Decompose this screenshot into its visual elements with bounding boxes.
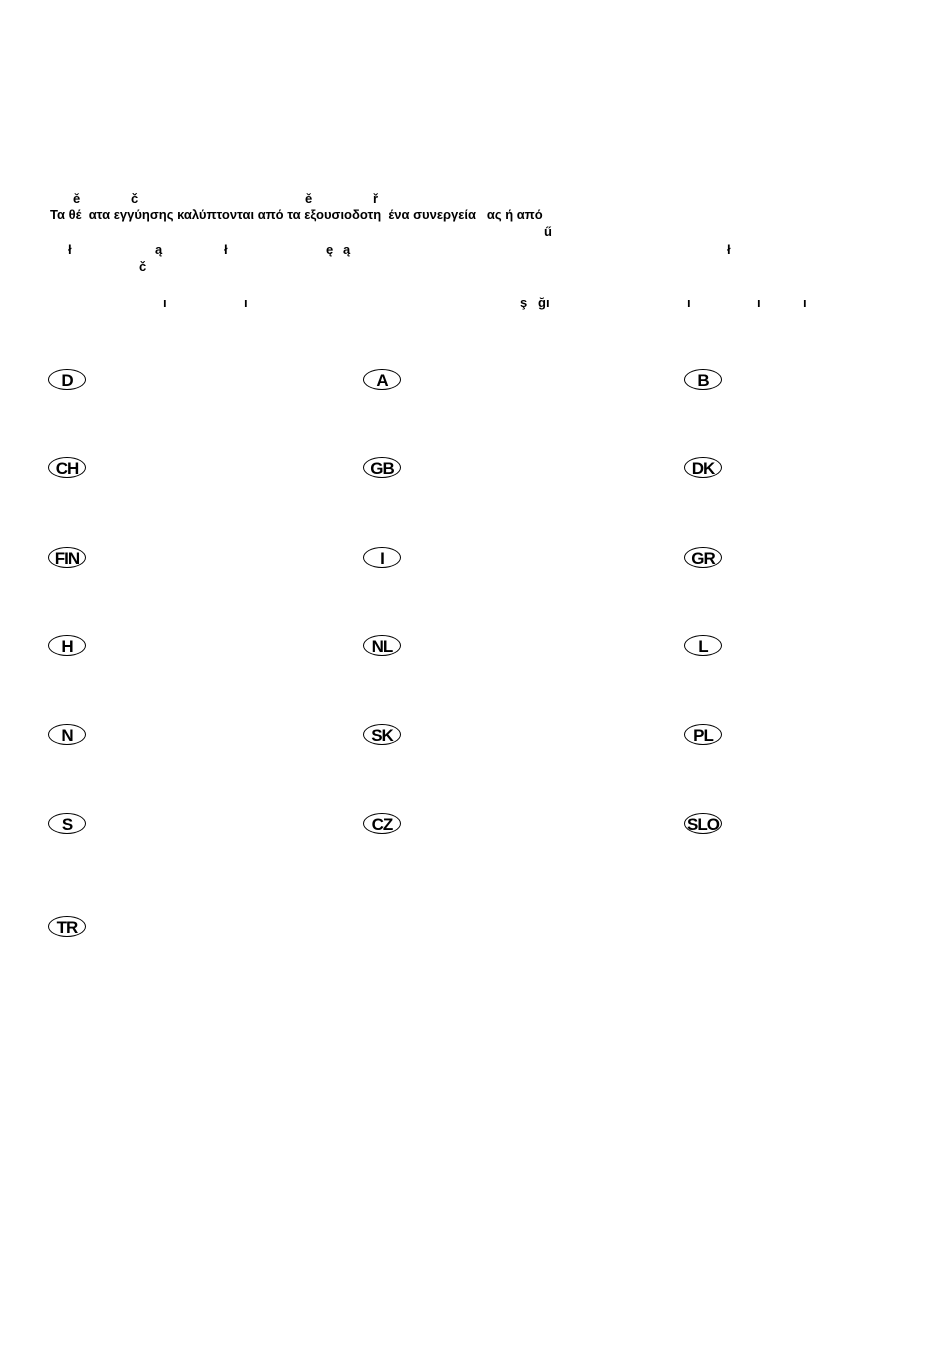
greek-warranty-text: Τα θέ ατα εγγύησης καλύπτονται από τα εξουσιοδοτη ένα συνεργεία ας ή από [50, 207, 543, 222]
country-code: B [697, 370, 709, 390]
text-fragment: ą [343, 242, 351, 257]
country-code: FIN [54, 548, 80, 568]
country-badge-l [684, 635, 722, 656]
country-code: D [61, 370, 73, 390]
country-code: N [61, 725, 73, 745]
text-fragment: č [139, 259, 147, 274]
country-badge-dk [684, 457, 722, 478]
country-code: PL [693, 725, 713, 745]
country-badge-slo [684, 813, 722, 834]
text-fragment: ą [155, 242, 163, 257]
country-code: TR [56, 917, 78, 937]
text-fragment: ł [68, 242, 72, 257]
country-code: H [61, 636, 73, 656]
country-code: CZ [371, 814, 393, 834]
country-badge-d [48, 369, 86, 390]
country-badge-h [48, 635, 86, 656]
country-badge-nl [363, 635, 401, 656]
text-fragment: ı [244, 295, 248, 310]
text-fragment: ı [687, 295, 691, 310]
text-fragment: ı [803, 295, 807, 310]
country-code: GR [691, 548, 715, 568]
country-code: CH [55, 458, 79, 478]
country-code: GB [370, 458, 394, 478]
text-fragment: ł [727, 242, 731, 257]
text-fragment: ı [163, 295, 167, 310]
text-fragment: ě [305, 191, 313, 206]
country-badge-n [48, 724, 86, 745]
country-badge-fin [48, 547, 86, 568]
text-fragment: ł [224, 242, 228, 257]
text-fragment: ş [520, 295, 528, 310]
country-badge-i [363, 547, 401, 568]
country-badge-s [48, 813, 86, 834]
text-fragment: ű [544, 224, 552, 239]
country-badge-a [363, 369, 401, 390]
country-code: I [380, 548, 384, 568]
country-code: SK [371, 725, 393, 745]
country-badge-ch [48, 457, 86, 478]
text-fragment: č [131, 191, 139, 206]
country-badge-sk [363, 724, 401, 745]
country-badge-gb [363, 457, 401, 478]
country-badge-cz [363, 813, 401, 834]
country-code: SLO [687, 814, 719, 834]
country-badge-gr [684, 547, 722, 568]
country-code: NL [371, 636, 393, 656]
country-badge-tr [48, 916, 86, 937]
text-fragment: ř [373, 191, 379, 206]
text-fragment: ę [326, 242, 334, 257]
country-code: S [61, 814, 73, 834]
country-code: L [698, 636, 708, 656]
country-badge-pl [684, 724, 722, 745]
country-badge-b [684, 369, 722, 390]
text-fragment: ı [757, 295, 761, 310]
text-fragment: ě [73, 191, 81, 206]
country-code: A [376, 370, 388, 390]
text-fragment: ğı [538, 295, 550, 310]
country-code: DK [691, 458, 715, 478]
